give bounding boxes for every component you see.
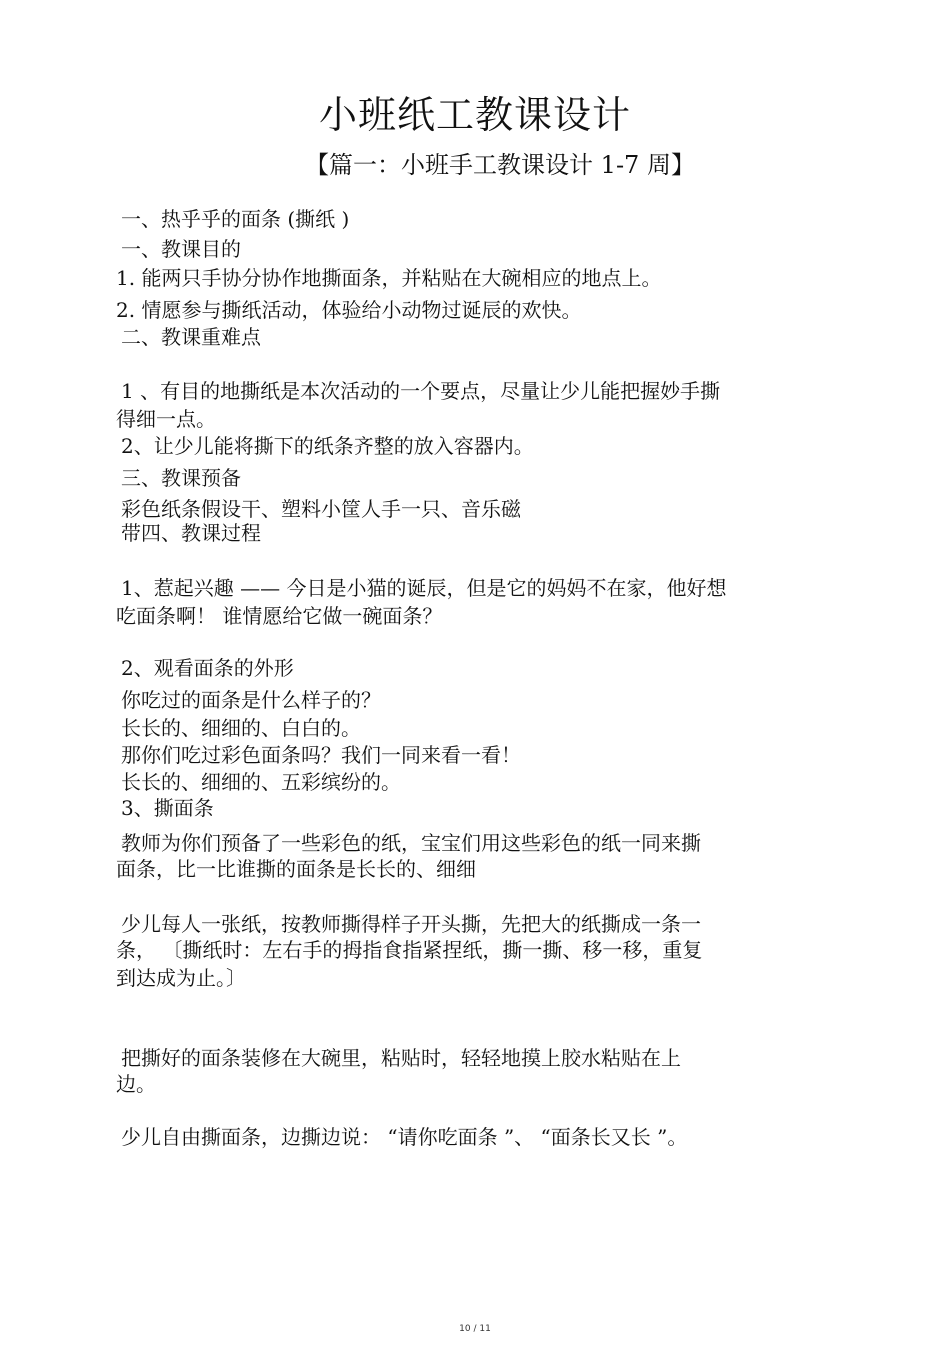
paragraph-line: 边。	[116, 1072, 156, 1096]
paragraph-line: 吃面条啊！ 谁情愿给它做一碗面条？	[116, 604, 443, 628]
paragraph-line: 1 、有目的地撕纸是本次活动的一个要点，尽量让少儿能把握妙手撕	[121, 379, 721, 403]
paragraph-line: 把撕好的面条装修在大碗里，粘贴时，轻轻地摸上胶水粘贴在上	[121, 1046, 681, 1070]
paragraph-line: 1. 能两只手协分协作地撕面条，并粘贴在大碗相应的地点上。	[116, 266, 662, 290]
paragraph-line: 少儿自由撕面条，边撕边说： “请你吃面条 ”、 “面条长又长 ”。	[121, 1125, 688, 1149]
paragraph-line: 1、惹起兴趣 —— 今日是小猫的诞辰，但是它的妈妈不在家，他好想	[121, 576, 727, 600]
section-heading: 一、教课目的	[121, 237, 241, 261]
paragraph-line: 彩色纸条假设干、塑料小筐人手一只、音乐磁	[121, 497, 521, 521]
page-title: 小班纸工教课设计	[318, 93, 631, 137]
paragraph-line: 到达成为止。〕	[116, 966, 246, 990]
section-heading: 2、观看面条的外形	[121, 656, 294, 680]
paragraph-line: 2. 情愿参与撕纸活动，体验给小动物过诞辰的欢快。	[116, 298, 582, 322]
section-heading: 带四、教课过程	[121, 521, 261, 545]
paragraph-line: 你吃过的面条是什么样子的？	[121, 688, 381, 712]
paragraph-line: 那你们吃过彩色面条吗？我们一同来看一看！	[121, 743, 521, 767]
section-heading: 一、热乎乎的面条 (撕纸 )	[121, 207, 350, 231]
paragraph-line: 少儿每人一张纸，按教师撕得样子开头撕，先把大的纸撕成一条一	[121, 912, 701, 936]
section-heading: 三、教课预备	[121, 466, 241, 490]
paragraph-line: 得细一点。	[116, 407, 216, 431]
paragraph-line: 面条，比一比谁撕的面条是长长的、细细	[116, 857, 476, 881]
section-heading: 3、撕面条	[121, 796, 214, 820]
section-heading: 二、教课重难点	[121, 325, 261, 349]
paragraph-line: 2、让少儿能将撕下的纸条齐整的放入容器内。	[121, 434, 534, 458]
page-subtitle: 【篇一：小班手工教课设计 1-7 周】	[305, 151, 695, 179]
paragraph-line: 长长的、细细的、白白的。	[121, 716, 361, 740]
page-number: 10 / 11	[459, 1324, 491, 1334]
paragraph-line: 长长的、细细的、五彩缤纷的。	[121, 770, 401, 794]
paragraph-line: 教师为你们预备了一些彩色的纸，宝宝们用这些彩色的纸一同来撕	[121, 831, 701, 855]
paragraph-line: 条， 〔撕纸时：左右手的拇指食指紧捏纸，撕一撕、移一移，重复	[116, 938, 703, 962]
